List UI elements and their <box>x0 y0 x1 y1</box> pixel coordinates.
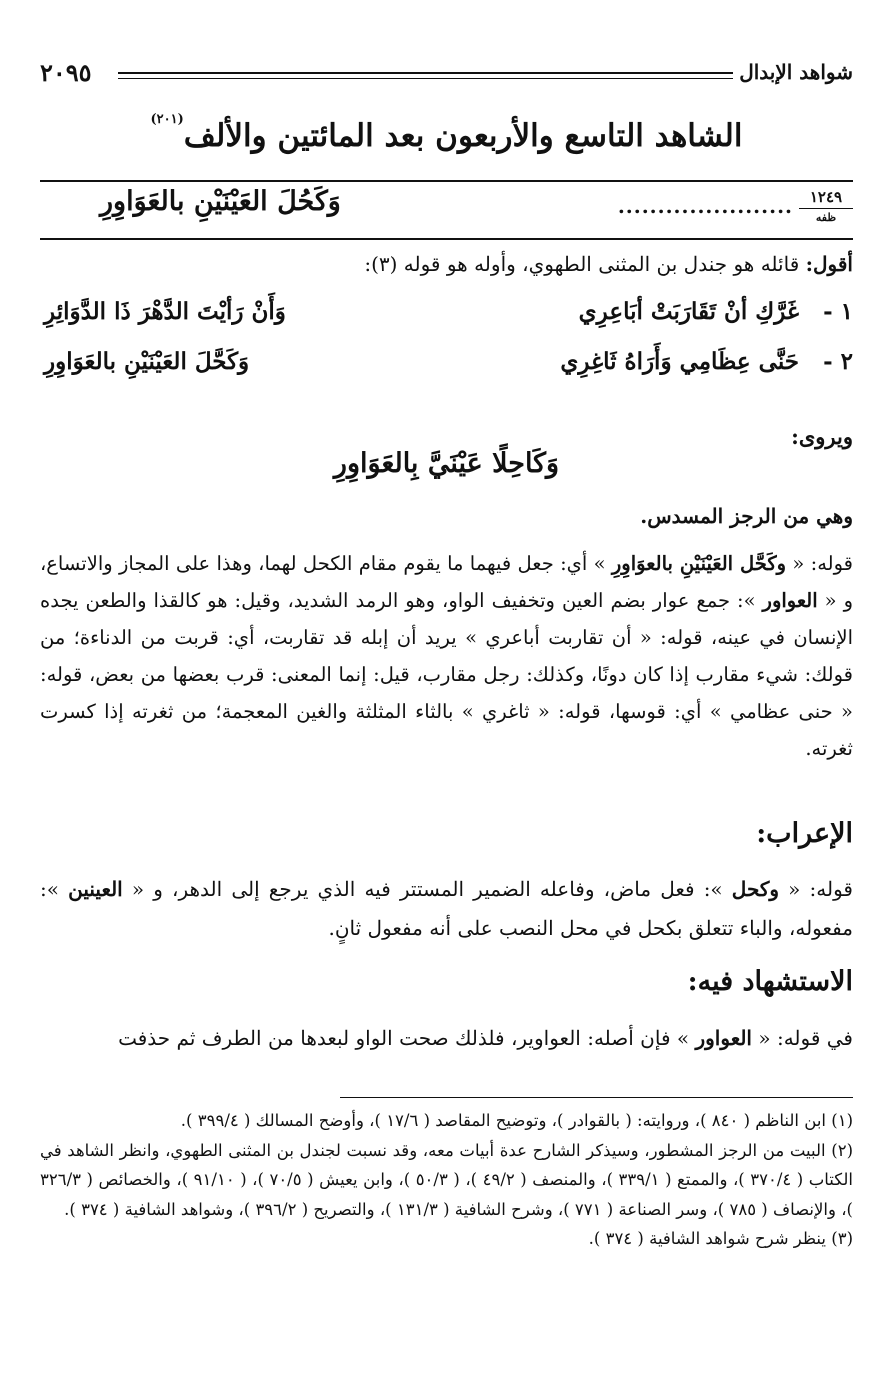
verse-number-sub: ظفه <box>799 208 853 227</box>
intro-lead: أقول: <box>805 252 853 276</box>
verse-line-1 <box>40 298 853 340</box>
chapter-title-text: الشاهد التاسع والأربعون بعد المائتين والألف <box>183 118 743 154</box>
verse-line-2 <box>40 348 853 390</box>
verse-box <box>40 186 853 236</box>
istishhad-paragraph <box>40 1020 853 1057</box>
title-footnote-ref: (٢٠١) <box>150 112 184 127</box>
irab-bold: وكحل <box>731 877 780 901</box>
verse-box-bottom-rule <box>40 238 853 240</box>
irab-text: قوله: « <box>779 877 853 901</box>
istishhad-heading: الاستشهاد فيه: <box>687 966 853 997</box>
footnote-1: (١) ابن الناظم ( ٨٤٠ )، وروايته: ( بالقوادر )، وتوضيح المقاصد ( ١٧/٦ )، وأوضح المسالك ( ٣٩٩/٤ ). <box>180 1111 853 1130</box>
variant-label: ويروى: <box>791 424 853 449</box>
chapter-title <box>40 112 853 154</box>
verse-number: ١٢٤٩ <box>809 188 843 206</box>
running-title: شواهد الإبدال <box>739 60 853 84</box>
verse-box-top-rule <box>40 180 853 182</box>
verse-number-block <box>799 188 853 227</box>
header-double-rule <box>118 72 733 79</box>
irab-bold: العينين <box>68 877 123 901</box>
verse-line-number: ١ - <box>823 298 853 325</box>
commentary-bold: العواور <box>762 589 818 612</box>
intro-text: قائله هو جندل بن المثنى الطهوي، وأوله هو قوله (٣): <box>364 252 800 276</box>
first-hemistich: حَنَّى عِظَامِي وَأَرَاهُ ثَاغِرِي <box>560 348 799 375</box>
commentary-paragraph <box>40 545 853 767</box>
page-number: ٢٠٩٥ <box>40 58 92 87</box>
second-hemistich: وَكَحَّلَ العَيْنَيْنِ بالعَوَاوِرِ <box>44 348 250 375</box>
footnotes <box>40 1106 853 1254</box>
commentary-text: قوله: « <box>786 552 853 575</box>
verse-line-number: ٢ - <box>823 348 853 375</box>
meter-note: وهي من الرجز المسدس. <box>640 504 853 528</box>
commentary-text: »: جمع عوار بضم العين وتخفيف الواو، وهو الرمد الشديد، وقيل: هو كالقذا والطعن يجده الإنسان في عينه، قوله: « أن تقاربت أباعري » يريد أن إبله قد تقاربت، أي: قربت من الدناءة؛ من قولك: شيء مقارب إذا كان دونًا، وكذلك: رجل مقارب، قيل: إنما المعنى: قرب بعضها من بعض، قوله: « حنى عظامي » أي: قوسها، قوله: « ثاغري » بالثاء المثلثة والغين المعجمة؛ من ثغرته إذا كسرت ثغرته. <box>40 589 853 760</box>
second-hemistich: وَأَنْ رَأيْتَ الدَّهْرَ ذَا الدَّوَائِرِ <box>44 298 286 325</box>
running-header <box>40 60 853 90</box>
commentary-text: » أي: جعل فيهما ما يقوم مقام الكحل لهما، وهذا على المجاز والاتساع، و « <box>40 552 853 612</box>
commentary-bold: وكَحَّل العَيْنَيْنِ بالعوَاوِرِ <box>611 552 787 575</box>
dotted-leader: ...................... <box>617 194 793 218</box>
first-hemistich: غَرَّكِ أنْ تَقَارَبَتْ أبَاعِرِي <box>578 298 799 325</box>
istishhad-bold: العواور <box>695 1026 752 1050</box>
istishhad-text: في قوله: « <box>752 1026 853 1050</box>
footnote-separator <box>340 1097 853 1098</box>
witness-hemistich: وَكَحُلَ العَيْنَيْنِ بالعَوَاوِرِ <box>100 186 341 217</box>
irab-paragraph <box>40 870 853 948</box>
irab-text: »: مفعوله، والباء تتعلق بكحل في محل النصب على أنه مفعول ثانٍ. <box>40 877 853 940</box>
irab-heading: الإعراب: <box>756 818 853 849</box>
footnote-2: (٢) البيت من الرجز المشطور، وسيذكر الشارح عدة أبيات معه، وقد نسبت لجندل بن المثنى الطهوي، وانظر الشاهد في الكتاب ( ٣٧٠/٤ )، والممتع ( ٣٣٩/١ )، والمنصف ( ٤٩/٢ )، ( ٥٠/٣ )، وابن يعيش ( ٧٠/٥ )، ( ٩١/١٠ )، والخصائص ( ٣٢٦/٣ )، والإنصاف ( ٧٨٥ )، وسر الصناعة ( ٧٧١ )، وشرح الشافية ( ١٣١/٣ )، والتصريح ( ٣٩٦/٢ )، وشواهد الشافية ( ٣٧٤ ). <box>40 1140 854 1219</box>
intro-paragraph <box>40 246 853 283</box>
variant-verse: وَكَاحِلًا عَيْنَيَّ بِالعَوَاوِرِ <box>333 448 560 479</box>
irab-text: »: فعل ماض، وفاعله الضمير المستتر فيه الذي يرجع إلى الدهر، و « <box>122 877 732 901</box>
istishhad-text: » فإن أصله: العواوير، فلذلك صحت الواو لبعدها من الطرف ثم حذفت <box>118 1026 696 1050</box>
footnote-3: (٣) ينظر شرح شواهد الشافية ( ٣٧٤ ). <box>588 1229 853 1248</box>
